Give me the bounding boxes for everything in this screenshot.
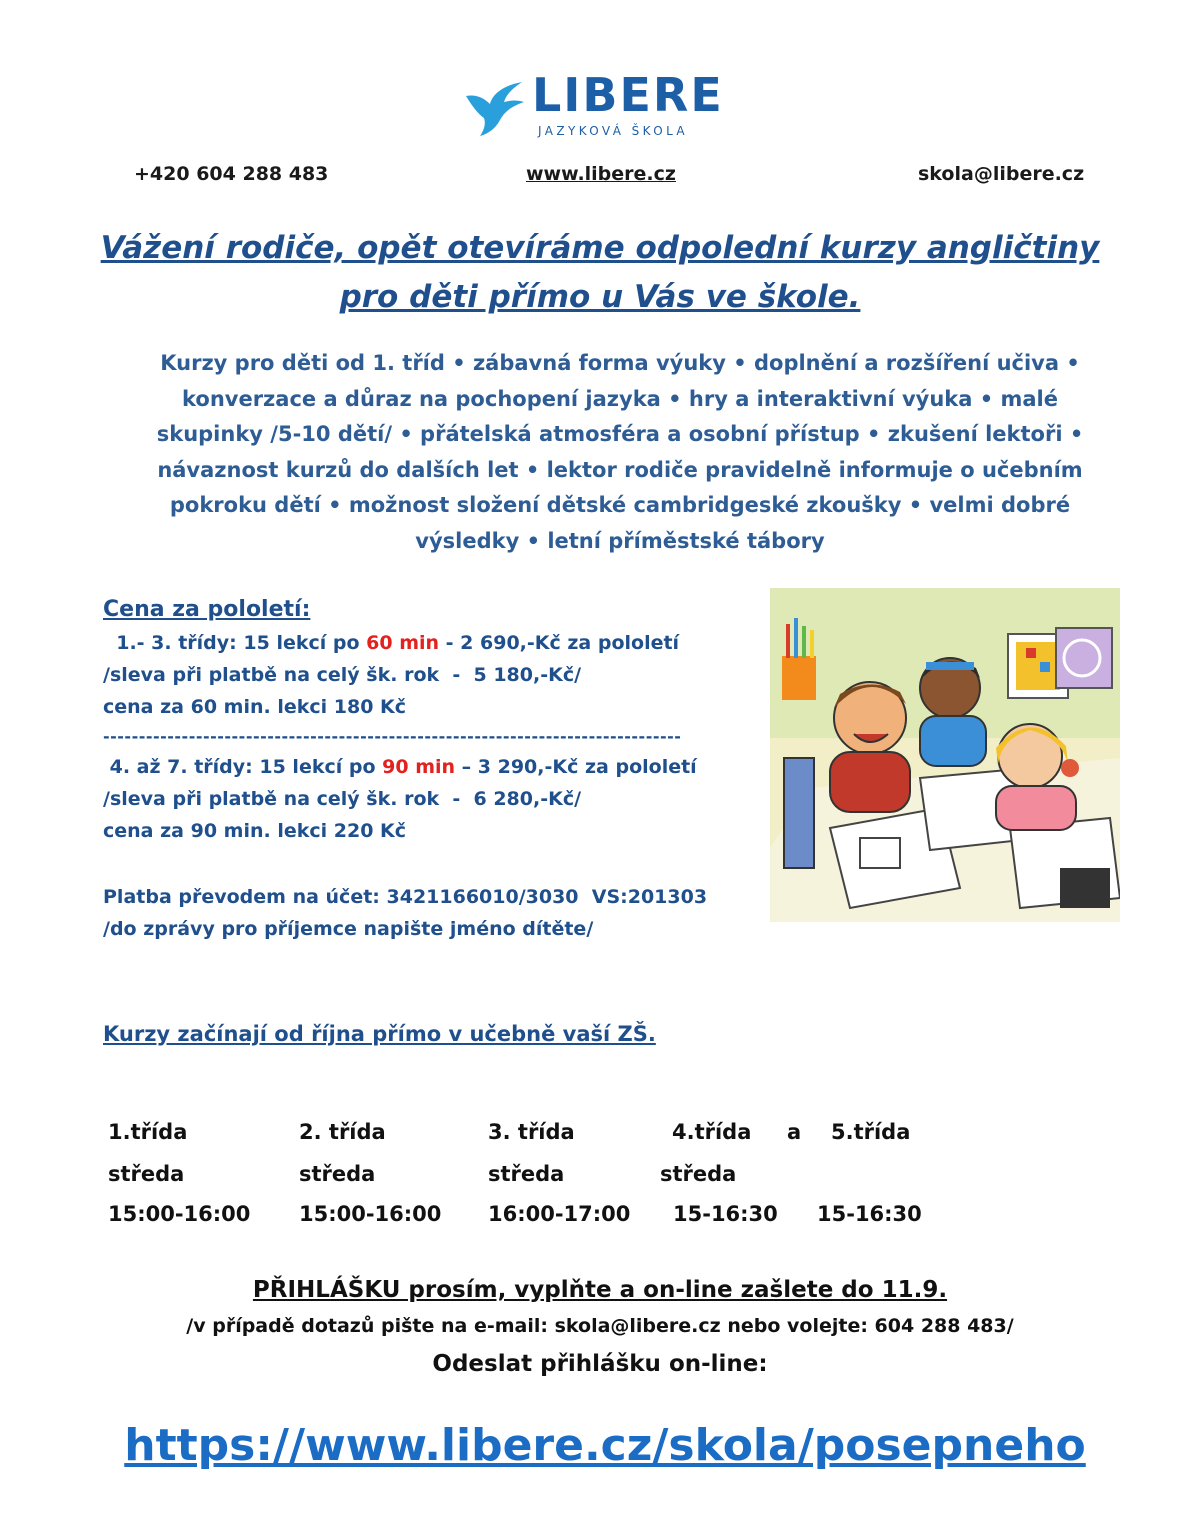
price-group-1-prefix: 1.- 3. třídy: 15 lekcí po xyxy=(103,632,367,654)
schedule-grade-2: 2. třída xyxy=(299,1120,386,1144)
schedule-day-3: středa xyxy=(488,1162,565,1186)
benefits-line: konverzace a důraz na pochopení jazyka • hry a interaktivní výuka • malé xyxy=(181,386,1058,411)
price-group-1-per-lesson: cena za 60 min. lekci 180 Kč xyxy=(103,696,407,718)
bird-logo-icon xyxy=(462,74,526,138)
schedule-and-word: a xyxy=(787,1120,802,1144)
brand-subtitle: JAZYKOVÁ ŠKOLA xyxy=(538,124,689,138)
price-group-2-suffix: – 3 290,-Kč za pololetí xyxy=(455,756,697,778)
signup-url-link[interactable]: https://www.libere.cz/skola/posepneho xyxy=(124,1420,1086,1471)
contact-email[interactable]: skola@libere.cz xyxy=(918,163,1085,185)
benefits-line: návaznost kurzů do dalších let • lektor rodiče pravidelně informuje o učebním xyxy=(157,457,1083,482)
children-studying-illustration xyxy=(770,588,1120,922)
schedule-grade-3: 3. třída xyxy=(488,1120,575,1144)
price-group-2-per-lesson: cena za 90 min. lekci 220 Kč xyxy=(103,820,407,842)
pencil-cup-icon xyxy=(782,656,816,700)
schedule-time-5: 15-16:30 xyxy=(817,1202,922,1226)
price-group-1 xyxy=(103,627,743,659)
benefits-line: Kurzy pro děti od 1. tříd • zábavná forma výuky • doplnění a rozšíření učiva • xyxy=(160,351,1080,375)
signup-deadline: PŘIHLÁŠKU prosím, vyplňte a on-line zašlete do 11.9. xyxy=(252,1277,948,1303)
price-spacer xyxy=(103,847,743,881)
schedule-day-1: středa xyxy=(108,1162,185,1186)
schedule-time-3: 16:00-17:00 xyxy=(488,1202,631,1226)
schedule-day-2: středa xyxy=(299,1162,376,1186)
price-section xyxy=(103,593,743,945)
schedule-grade-1: 1.třída xyxy=(108,1120,188,1144)
schedule-grade-5: 5.třída xyxy=(831,1120,911,1144)
schedule-time-4: 15-16:30 xyxy=(673,1202,778,1226)
benefits-line: pokroku dětí • možnost složení dětské cambridgeské zkoušky • velmi dobré xyxy=(169,493,1071,517)
schedule-time-2: 15:00-16:00 xyxy=(299,1202,442,1226)
schedule-time-1: 15:00-16:00 xyxy=(108,1202,251,1226)
signup-questions: /v případě dotazů pište na e-mail: skola@libere.cz nebo volejte: 604 288 483/ xyxy=(186,1315,1014,1337)
payment-note: /do zprávy pro příjemce napište jméno dítěte/ xyxy=(103,918,594,940)
headline-line-2: pro děti přímo u Vás ve škole. xyxy=(339,279,861,315)
payment-account: Platba převodem na účet: 3421166010/3030 VS:201303 xyxy=(103,886,708,908)
price-group-2-discount: /sleva při platbě na celý šk. rok - 6 280,-Kč/ xyxy=(103,788,582,810)
headline-line-1: Vážení rodiče, opět otevíráme odpolední kurzy angličtiny xyxy=(100,230,1100,266)
schedule-day-4: středa xyxy=(660,1162,737,1186)
benefits-line: skupinky /5-10 dětí/ • přátelská atmosféra a osobní přístup • zkušení lektoři • xyxy=(156,422,1084,446)
schedule-grade-4: 4.třída xyxy=(672,1120,752,1144)
price-separator: --------------------------------------------------------------------------------- xyxy=(103,727,682,746)
courses-start-note: Kurzy začínají od října přímo v učebně vaší ZŠ. xyxy=(103,1022,656,1046)
brand-name: LIBERE xyxy=(532,68,724,122)
benefits-paragraph xyxy=(140,346,1100,559)
contact-website-link[interactable]: www.libere.cz xyxy=(526,163,676,185)
send-online-label: Odeslat přihlášku on-line: xyxy=(432,1351,768,1377)
contact-phone[interactable]: +420 604 288 483 xyxy=(134,163,329,185)
price-title: Cena za pololetí: xyxy=(103,597,311,622)
price-group-2 xyxy=(103,751,743,783)
price-group-2-prefix: 4. až 7. třídy: 15 lekcí po xyxy=(103,756,383,778)
logo xyxy=(462,68,742,142)
price-group-1-suffix: - 2 690,-Kč za pololetí xyxy=(439,632,680,654)
headline xyxy=(80,224,1120,322)
price-group-1-discount: /sleva při platbě na celý šk. rok - 5 180,-Kč/ xyxy=(103,664,582,686)
price-group-2-duration: 90 min xyxy=(382,756,456,778)
benefits-line: výsledky • letní příměstské tábory xyxy=(415,528,825,553)
price-group-1-duration: 60 min xyxy=(366,632,440,654)
